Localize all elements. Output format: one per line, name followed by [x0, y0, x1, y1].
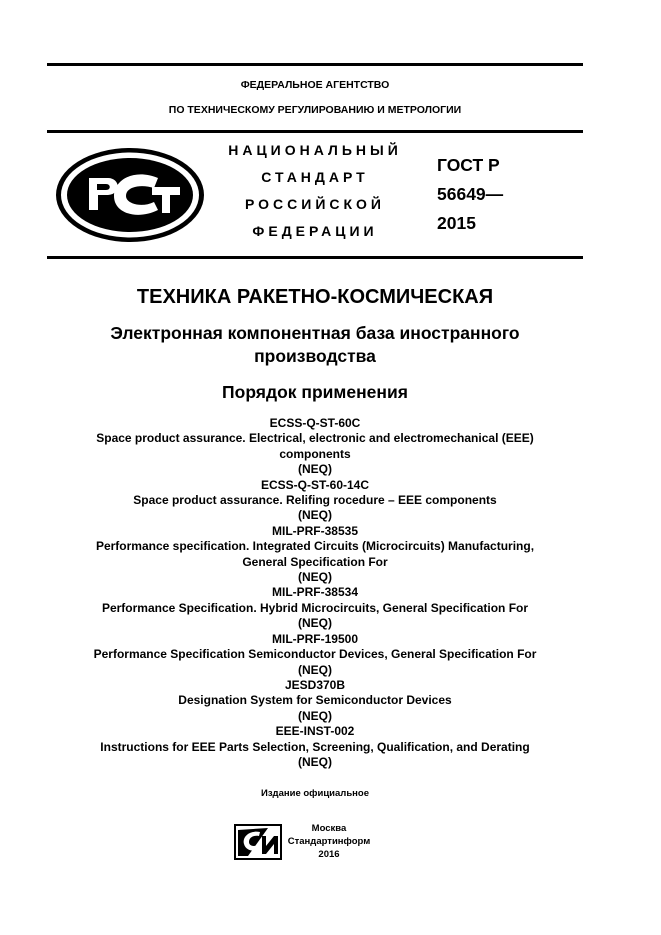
reference-line: (NEQ) — [298, 754, 332, 769]
reference-line: MIL-PRF-19500 — [271, 631, 359, 646]
publisher-year: 2016 — [318, 849, 340, 860]
reference-line: (NEQ) — [298, 662, 332, 677]
standard-word-1: НАЦИОНАЛЬНЫЙ — [228, 142, 402, 158]
reference-line: Space product assurance. Electrical, electronic and electromechanical (EEE) — [96, 431, 534, 446]
standartinform-logo-icon — [234, 824, 282, 860]
references-list — [40, 416, 590, 770]
subtitle — [40, 322, 590, 368]
reference-line: (NEQ) — [298, 508, 332, 523]
reference-line: Performance Specification. Hybrid Microcircuits, General Specification For — [101, 600, 529, 615]
reference-line: General Specification For — [242, 554, 388, 569]
agency-line-1: ФЕДЕРАЛЬНОЕ АГЕНТСТВО — [240, 79, 390, 91]
gost-designation — [437, 151, 503, 238]
header-rule-upper — [47, 130, 583, 133]
main-title: ТЕХНИКА РАКЕТНО-КОСМИЧЕСКАЯ — [136, 286, 494, 308]
gost-line-3: 2015 — [437, 213, 476, 233]
reference-line: Space product assurance. Relifing rocedure – EEE components — [133, 493, 497, 508]
reference-line: ECSS-Q-ST-60-14C — [260, 477, 370, 492]
reference-line: (NEQ) — [298, 462, 332, 477]
gost-line-2: 56649— — [437, 184, 504, 204]
standard-word-2: СТАНДАРТ — [261, 169, 369, 185]
edition-note: Издание официальное — [261, 788, 369, 799]
reference-line: (NEQ) — [298, 570, 332, 585]
reference-line: JESD370B — [284, 677, 346, 692]
gost-line-1: ГОСТ Р — [437, 155, 500, 175]
standard-word-4: ФЕДЕРАЦИИ — [252, 223, 378, 239]
reference-line: Performance Specification Semiconductor Devices, General Specification For — [93, 647, 537, 662]
reference-line: Performance specification. Integrated Circuits (Microcircuits) Manufacturing, — [95, 539, 535, 554]
standard-word-3: РОССИЙСКОЙ — [245, 196, 385, 212]
reference-line: (NEQ) — [298, 708, 332, 723]
header-rule-lower — [47, 256, 583, 259]
subtitle-line-2: производства — [254, 346, 376, 366]
reference-line: Instructions for EEE Parts Selection, Screening, Qualification, and Derating — [100, 739, 530, 754]
reference-line: ECSS-Q-ST-60C — [269, 416, 361, 430]
reference-line: (NEQ) — [298, 616, 332, 631]
top-rule — [47, 63, 583, 66]
publisher-block — [282, 822, 376, 861]
agency-line-2: ПО ТЕХНИЧЕСКОМУ РЕГУЛИРОВАНИЮ И МЕТРОЛОГИИ — [168, 104, 462, 116]
subtitle-2: Порядок применения — [222, 382, 408, 402]
reference-line: Designation System for Semiconductor Devices — [178, 693, 452, 708]
rst-conformity-mark-icon — [54, 146, 206, 244]
subtitle-line-1: Электронная компонентная база иностранного — [110, 323, 520, 343]
reference-line: EEE-INST-002 — [275, 724, 355, 739]
reference-line: MIL-PRF-38535 — [271, 523, 359, 538]
publisher-name: Стандартинформ — [287, 836, 371, 847]
reference-line: MIL-PRF-38534 — [271, 585, 359, 600]
publisher-city: Москва — [311, 823, 347, 834]
reference-line: components — [279, 446, 351, 461]
